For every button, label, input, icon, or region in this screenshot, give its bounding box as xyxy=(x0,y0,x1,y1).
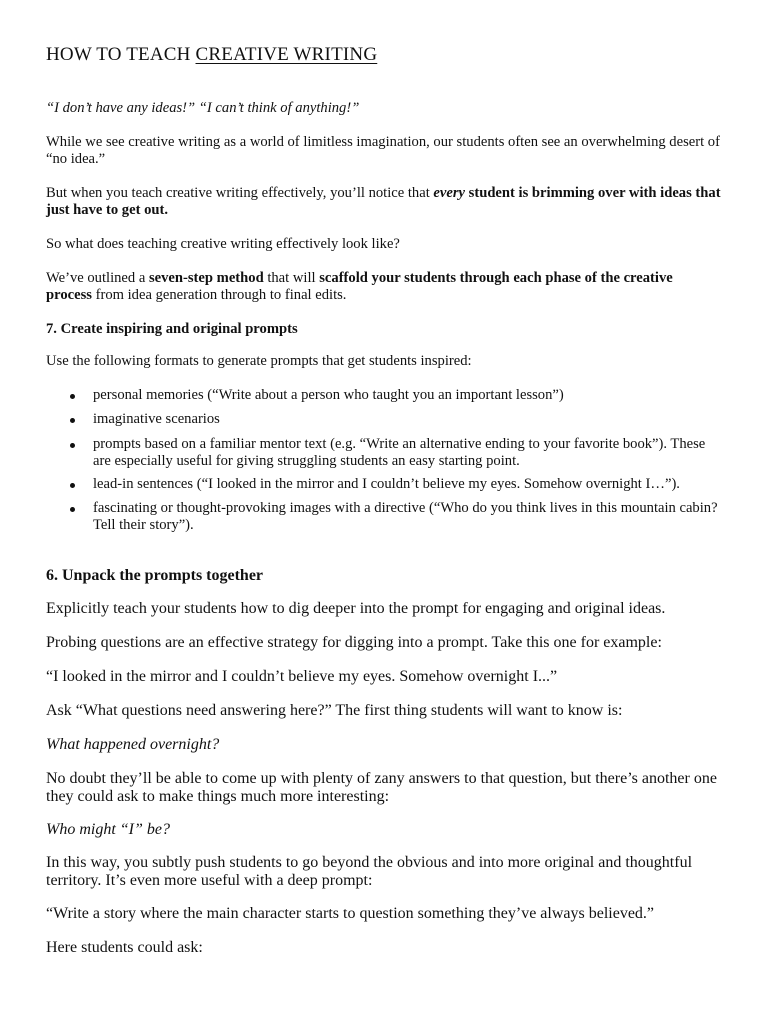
intro-p2-text-c: student is brimming over with ideas that just have to get out. xyxy=(46,185,721,218)
section-6-paragraph-10: Here students could ask: xyxy=(46,939,203,956)
page-title xyxy=(46,44,377,66)
list-item: imaginative scenarios xyxy=(93,411,723,428)
section-6-question-1: What happened overnight? xyxy=(46,736,220,753)
section-6-paragraph-4: Ask “What questions need answering here?” The first thing students will want to know is: xyxy=(46,702,623,719)
intro-p4-text-a: We’ve outlined a xyxy=(46,270,149,286)
section-6-paragraph-8: In this way, you subtly push students to go beyond the obvious and into more original and thoughtful territory. It’s even more useful with a deep prompt: xyxy=(46,854,693,889)
title-underlined: CREATIVE WRITING xyxy=(195,44,378,65)
intro-paragraph-2 xyxy=(46,185,721,219)
list-item: lead-in sentences (“I looked in the mirror and I couldn’t believe my eyes. Somehow overnight I…”). xyxy=(93,476,723,493)
opening-quote: “I don’t have any ideas!” “I can’t think of anything!” xyxy=(46,100,360,116)
list-item: personal memories (“Write about a person who taught you an important lesson”) xyxy=(93,387,723,404)
intro-paragraph-4 xyxy=(46,270,721,304)
intro-p4-text-c: that will xyxy=(263,270,320,286)
intro-p4-text-e: from idea generation through to final edits. xyxy=(91,287,347,303)
section-7-lead: Use the following formats to generate prompts that get students inspired: xyxy=(46,353,472,369)
title-plain: HOW TO TEACH xyxy=(46,44,196,65)
section-6-paragraph-1: Explicitly teach your students how to dig deeper into the prompt for engaging and original ideas. xyxy=(46,600,666,617)
intro-p2-text-a: But when you teach creative writing effectively, you’ll notice that xyxy=(46,185,434,201)
section-6-heading: 6. Unpack the prompts together xyxy=(46,567,264,584)
section-6-prompt-example: “I looked in the mirror and I couldn’t believe my eyes. Somehow overnight I...” xyxy=(46,668,558,685)
list-item: prompts based on a familiar mentor text (e.g. “Write an alternative ending to your favorite book”). These are especially useful for giving struggling students an easy starting point. xyxy=(93,436,723,470)
list-item: fascinating or thought-provoking images with a directive (“Who do you think lives in this mountain cabin? Tell their story”). xyxy=(93,500,723,534)
section-6-question-2: Who might “I” be? xyxy=(46,821,170,838)
intro-p2-emphasis: every xyxy=(433,185,466,201)
section-6-paragraph-2: Probing questions are an effective strategy for digging into a prompt. Take this one for example: xyxy=(46,634,662,651)
section-7-heading: 7. Create inspiring and original prompts xyxy=(46,321,298,337)
intro-paragraph-3: So what does teaching creative writing effectively look like? xyxy=(46,236,400,252)
intro-p4-bold-d: scaffold your students through each phase of the creative process xyxy=(46,270,673,303)
section-6-deep-prompt: “Write a story where the main character starts to question something they’ve always believed.” xyxy=(46,905,655,922)
intro-paragraph-1: While we see creative writing as a world of limitless imagination, our students often see an overwhelming desert of “no idea.” xyxy=(46,134,720,167)
intro-p4-bold-b: seven-step method xyxy=(148,270,264,286)
section-6-paragraph-6: No doubt they’ll be able to come up with plenty of zany answers to that question, but there’s another one they could ask to make things much more interesting: xyxy=(46,770,717,805)
